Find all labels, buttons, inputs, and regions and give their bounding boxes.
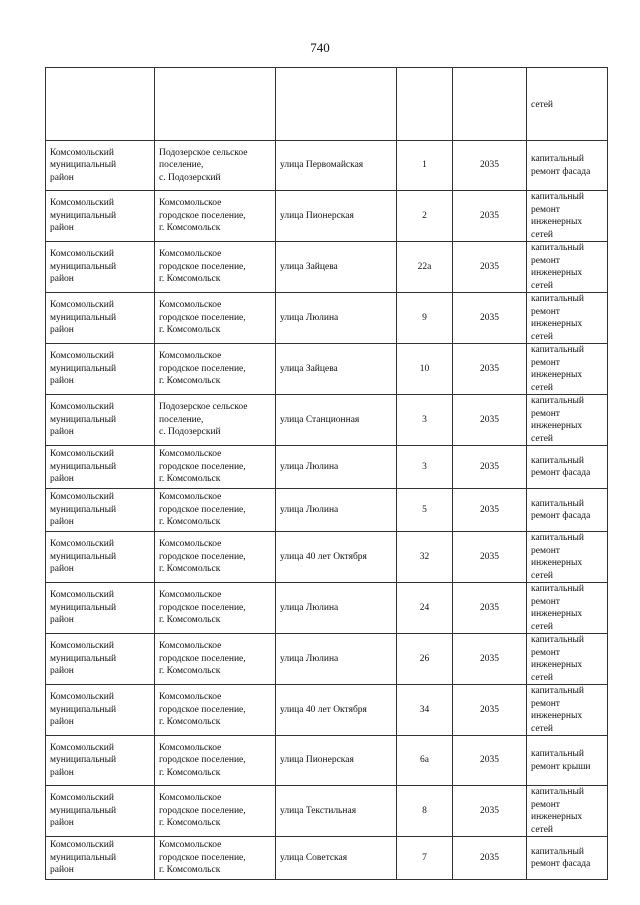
cell-house: 24 — [397, 583, 453, 634]
table-row — [46, 489, 608, 532]
table-row — [46, 446, 608, 489]
cell-street: улица Станционная — [276, 395, 397, 446]
cell-settlement: Комсомольское городское поселение, г. Комсомольск — [155, 242, 276, 293]
cell-house: 22а — [397, 242, 453, 293]
cell-work: капитальный ремонт крыши — [527, 736, 608, 786]
housing-repair-table — [45, 67, 608, 880]
cell-area — [46, 68, 155, 141]
cell-settlement: Комсомольское городское поселение, г. Комсомольск — [155, 191, 276, 242]
cell-work: капитальный ремонт фасада — [527, 446, 608, 489]
cell-area: Комсомольский муниципальный район — [46, 532, 155, 583]
cell-work: капитальный ремонт фасада — [527, 837, 608, 880]
cell-settlement: Комсомольское городское поселение, г. Комсомольск — [155, 532, 276, 583]
cell-year: 2035 — [453, 141, 527, 191]
table-row — [46, 786, 608, 837]
cell-work: капитальный ремонт фасада — [527, 141, 608, 191]
cell-settlement: Комсомольское городское поселение, г. Комсомольск — [155, 293, 276, 344]
cell-year: 2035 — [453, 736, 527, 786]
cell-house: 3 — [397, 395, 453, 446]
cell-area: Комсомольский муниципальный район — [46, 489, 155, 532]
cell-settlement: Комсомольское городское поселение, г. Комсомольск — [155, 446, 276, 489]
cell-area: Комсомольский муниципальный район — [46, 634, 155, 685]
cell-settlement: Комсомольское городское поселение, г. Комсомольск — [155, 786, 276, 837]
cell-work: капитальный ремонт инженерных сетей — [527, 532, 608, 583]
cell-house — [397, 68, 453, 141]
cell-area: Комсомольский муниципальный район — [46, 837, 155, 880]
cell-street — [276, 68, 397, 141]
cell-area: Комсомольский муниципальный район — [46, 242, 155, 293]
cell-settlement: Подозерское сельское поселение, с. Подозерский — [155, 141, 276, 191]
cell-street: улица Первомайская — [276, 141, 397, 191]
cell-settlement: Комсомольское городское поселение, г. Комсомольск — [155, 736, 276, 786]
cell-street: улица Текстильная — [276, 786, 397, 837]
cell-work: сетей — [527, 68, 608, 141]
cell-work: капитальный ремонт инженерных сетей — [527, 634, 608, 685]
cell-settlement: Подозерское сельское поселение, с. Подозерский — [155, 395, 276, 446]
cell-street: улица Люлина — [276, 293, 397, 344]
cell-area: Комсомольский муниципальный район — [46, 395, 155, 446]
cell-settlement: Комсомольское городское поселение, г. Комсомольск — [155, 685, 276, 736]
cell-house: 3 — [397, 446, 453, 489]
cell-area: Комсомольский муниципальный район — [46, 191, 155, 242]
cell-street: улица Люлина — [276, 489, 397, 532]
table-row — [46, 685, 608, 736]
cell-street: улица Люлина — [276, 446, 397, 489]
cell-work: капитальный ремонт инженерных сетей — [527, 786, 608, 837]
cell-street: улица Люлина — [276, 634, 397, 685]
cell-year: 2035 — [453, 685, 527, 736]
cell-house: 2 — [397, 191, 453, 242]
cell-year: 2035 — [453, 583, 527, 634]
cell-work: капитальный ремонт инженерных сетей — [527, 395, 608, 446]
cell-year: 2035 — [453, 191, 527, 242]
cell-area: Комсомольский муниципальный район — [46, 446, 155, 489]
cell-settlement — [155, 68, 276, 141]
cell-year: 2035 — [453, 344, 527, 395]
cell-street: улица Зайцева — [276, 242, 397, 293]
cell-street: улица Люлина — [276, 583, 397, 634]
cell-area: Комсомольский муниципальный район — [46, 583, 155, 634]
cell-house: 8 — [397, 786, 453, 837]
cell-year: 2035 — [453, 786, 527, 837]
cell-street: улица Пионерская — [276, 736, 397, 786]
table-row — [46, 736, 608, 786]
cell-work: капитальный ремонт инженерных сетей — [527, 685, 608, 736]
cell-house: 7 — [397, 837, 453, 880]
page-number: 740 — [310, 40, 330, 55]
table-row — [46, 395, 608, 446]
cell-year: 2035 — [453, 446, 527, 489]
table-row — [46, 242, 608, 293]
cell-year: 2035 — [453, 395, 527, 446]
cell-settlement: Комсомольское городское поселение, г. Комсомольск — [155, 489, 276, 532]
cell-year: 2035 — [453, 242, 527, 293]
cell-year: 2035 — [453, 489, 527, 532]
cell-house: 1 — [397, 141, 453, 191]
cell-street: улица 40 лет Октября — [276, 685, 397, 736]
cell-street: улица 40 лет Октября — [276, 532, 397, 583]
cell-house: 32 — [397, 532, 453, 583]
cell-house: 26 — [397, 634, 453, 685]
cell-street: улица Советская — [276, 837, 397, 880]
cell-work: капитальный ремонт инженерных сетей — [527, 242, 608, 293]
cell-house: 9 — [397, 293, 453, 344]
cell-house: 6а — [397, 736, 453, 786]
cell-year: 2035 — [453, 532, 527, 583]
cell-work: капитальный ремонт инженерных сетей — [527, 583, 608, 634]
cell-street: улица Пионерская — [276, 191, 397, 242]
cell-year: 2035 — [453, 634, 527, 685]
cell-settlement: Комсомольское городское поселение, г. Комсомольск — [155, 837, 276, 880]
cell-settlement: Комсомольское городское поселение, г. Комсомольск — [155, 583, 276, 634]
cell-work: капитальный ремонт фасада — [527, 489, 608, 532]
table-row — [46, 191, 608, 242]
table-row — [46, 634, 608, 685]
cell-house: 5 — [397, 489, 453, 532]
cell-area: Комсомольский муниципальный район — [46, 293, 155, 344]
cell-work: капитальный ремонт инженерных сетей — [527, 344, 608, 395]
cell-year: 2035 — [453, 837, 527, 880]
table-row — [46, 293, 608, 344]
cell-area: Комсомольский муниципальный район — [46, 685, 155, 736]
cell-work: капитальный ремонт инженерных сетей — [527, 191, 608, 242]
cell-settlement: Комсомольское городское поселение, г. Комсомольск — [155, 634, 276, 685]
cell-area: Комсомольский муниципальный район — [46, 786, 155, 837]
table-row — [46, 837, 608, 880]
cell-street: улица Зайцева — [276, 344, 397, 395]
table-row — [46, 532, 608, 583]
table-row — [46, 344, 608, 395]
cell-house: 10 — [397, 344, 453, 395]
cell-year: 2035 — [453, 293, 527, 344]
cell-area: Комсомольский муниципальный район — [46, 344, 155, 395]
cell-house: 34 — [397, 685, 453, 736]
cell-settlement: Комсомольское городское поселение, г. Комсомольск — [155, 344, 276, 395]
continued-row — [46, 68, 608, 141]
table-row — [46, 583, 608, 634]
cell-year — [453, 68, 527, 141]
cell-area: Комсомольский муниципальный район — [46, 736, 155, 786]
cell-work: капитальный ремонт инженерных сетей — [527, 293, 608, 344]
table-row — [46, 141, 608, 191]
cell-area: Комсомольский муниципальный район — [46, 141, 155, 191]
